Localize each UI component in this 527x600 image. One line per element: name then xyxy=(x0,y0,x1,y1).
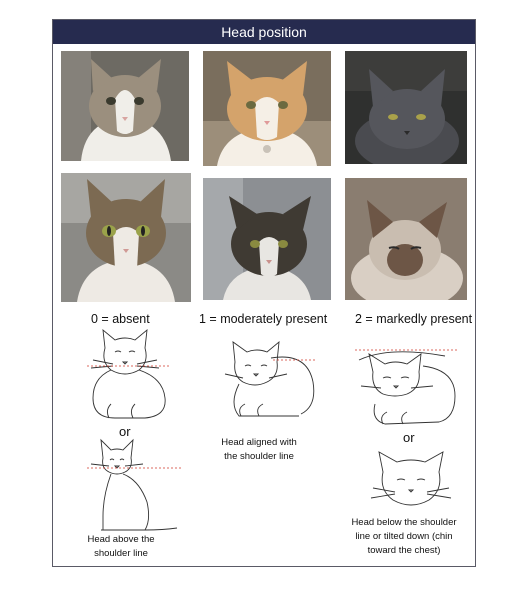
score-label-marked: 2 = markedly present xyxy=(355,312,473,326)
caption-line: Head below the shoulder xyxy=(351,517,457,528)
sketch-cat-crouched-head-level xyxy=(215,334,325,426)
sketch-cat-sitting-head-up xyxy=(73,436,189,536)
caption-line: shoulder line xyxy=(94,548,148,559)
photo-score1-bottom xyxy=(203,178,331,300)
caption-marked xyxy=(341,516,467,558)
or-separator-left: or xyxy=(119,424,131,439)
photo-score0-top xyxy=(61,51,189,161)
caption-line: the shoulder line xyxy=(224,451,294,462)
photo-score2-top xyxy=(345,51,467,164)
sketch-cat-crouched-head-down xyxy=(349,342,467,436)
panel-title: Head position xyxy=(53,20,475,44)
cat-photo-image xyxy=(61,51,189,161)
photo-score1-top xyxy=(203,51,331,166)
photo-score2-bottom xyxy=(345,178,467,300)
caption-line: Head aligned with xyxy=(221,437,297,448)
sketch-cat-head-tilted-down xyxy=(369,448,453,512)
caption-moderate xyxy=(211,436,307,464)
cat-photo-image xyxy=(203,178,331,300)
photo-score0-bottom xyxy=(61,173,191,302)
caption-line: Head above the xyxy=(87,534,155,545)
sketch-cat-crouched-head-up xyxy=(75,324,181,424)
caption-line: toward the chest) xyxy=(367,545,441,556)
cat-photo-image xyxy=(345,178,467,300)
or-separator-right: or xyxy=(403,430,415,445)
score-label-absent: 0 = absent xyxy=(91,312,150,326)
head-position-panel xyxy=(52,19,476,567)
score-label-moderate: 1 = moderately present xyxy=(199,312,328,326)
caption-absent xyxy=(69,533,173,561)
cat-photo-image xyxy=(61,173,191,302)
caption-line: line or tilted down (chin xyxy=(355,531,453,542)
cat-photo-image xyxy=(345,51,467,164)
cat-photo-image xyxy=(203,51,331,166)
